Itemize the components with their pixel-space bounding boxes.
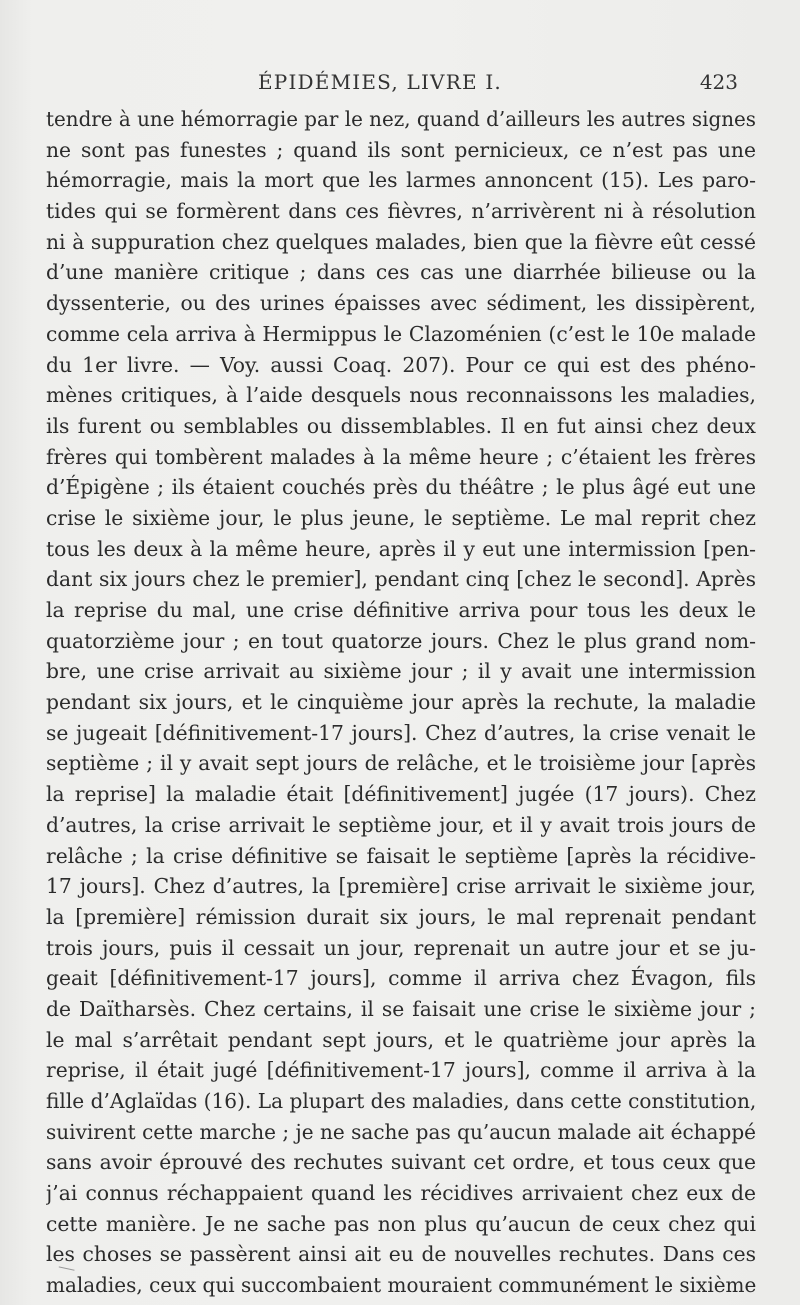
- page-number: 423: [699, 70, 738, 94]
- text-line: d’autres, la crise arrivait le septième jour, et il y avait trois jours de: [46, 812, 756, 837]
- text-line: reprise, il était jugé [définitivement-17 jours], comme il arriva à la: [46, 1058, 756, 1083]
- text-line: du 1er livre. — Voy. aussi Coaq. 207). Pour ce qui est des phéno-: [46, 352, 756, 377]
- text-line: les choses se passèrent ainsi ait eu de nouvelles rechutes. Dans ces: [46, 1242, 756, 1267]
- text-line: cette manière. Je ne sache pas non plus qu’aucun de ceux chez qui: [46, 1211, 756, 1236]
- text-line: ne sont pas funestes ; quand ils sont pernicieux, ce n’est pas une: [46, 137, 756, 162]
- running-head: [0, 70, 800, 100]
- text-line: mènes critiques, à l’aide desquels nous reconnaissons les maladies,: [46, 383, 756, 408]
- text-line: de Daïtharsès. Chez certains, il se faisait une crise le sixième jour ;: [46, 996, 756, 1021]
- text-line: bre, une crise arrivait au sixième jour ; il y avait une intermission: [46, 659, 756, 684]
- text-line: crise le sixième jour, le plus jeune, le septième. Le mal reprit chez: [46, 505, 756, 530]
- text-line: trois jours, puis il cessait un jour, reprenait un autre jour et se ju-: [46, 935, 756, 960]
- text-line: maladies, ceux qui succombaient mouraient communément le sixième: [46, 1273, 756, 1298]
- text-line: hémorragie, mais la mort que les larmes annoncent (15). Les paro-: [46, 168, 756, 193]
- text-line: j’ai connus réchappaient quand les récidives arrivaient chez eux de: [46, 1181, 756, 1206]
- text-line: quatorzième jour ; en tout quatorze jours. Chez le plus grand nom-: [46, 628, 756, 653]
- text-line: dyssenterie, ou des urines épaisses avec sédiment, les dissipèrent,: [46, 291, 756, 316]
- text-line: tendre à une hémorragie par le nez, quand d’ailleurs les autres signes: [46, 107, 756, 131]
- text-line: la [première] rémission durait six jours, le mal reprenait pendant: [46, 904, 756, 929]
- text-line: relâche ; la crise définitive se faisait le septième [après la récidive-: [46, 843, 756, 868]
- text-line: le mal s’arrêtait pendant sept jours, et le quatrième jour après la: [46, 1027, 756, 1052]
- text-line: tous les deux à la même heure, après il y eut une intermission [pen-: [46, 536, 756, 561]
- text-line: d’Épigène ; ils étaient couchés près du théâtre ; le plus âgé eut une: [46, 475, 756, 500]
- text-line: sans avoir éprouvé des rechutes suivant cet ordre, et tous ceux que: [46, 1150, 756, 1175]
- body-text: [46, 104, 756, 1301]
- text-line: fille d’Aglaïdas (16). La plupart des maladies, dans cette constitution,: [46, 1089, 756, 1113]
- text-line: frères qui tombèrent malades à la même heure ; c’étaient les frères: [46, 444, 756, 469]
- text-line: la reprise du mal, une crise définitive arriva pour tous les deux le: [46, 598, 756, 622]
- text-line: geait [définitivement-17 jours], comme il arriva chez Évagon, fils: [46, 966, 756, 991]
- text-line: dant six jours chez le premier], pendant cinq [chez le second]. Après: [46, 567, 756, 592]
- text-line: ils furent ou semblables ou dissemblables. Il en fut ainsi chez deux: [46, 413, 756, 438]
- text-line: 17 jours]. Chez d’autres, la [première] crise arrivait le sixième jour,: [46, 874, 756, 899]
- text-line: ni à suppuration chez quelques malades, bien que la fièvre eût cessé: [46, 229, 756, 254]
- text-line: suivirent cette marche ; je ne sache pas qu’aucun malade ait échappé: [46, 1119, 756, 1144]
- text-line: tides qui se formèrent dans ces fièvres, n’arrivèrent ni à résolution: [46, 199, 756, 224]
- text-line: pendant six jours, et le cinquième jour après la rechute, la maladie: [46, 690, 756, 715]
- text-line: se jugeait [définitivement-17 jours]. Chez d’autres, la crise venait le: [46, 720, 756, 745]
- text-line: septième ; il y avait sept jours de relâche, et le troisième jour [après: [46, 751, 756, 776]
- text-line: comme cela arriva à Hermippus le Clazoménien (c’est le 10e malade: [46, 321, 756, 346]
- text-line: d’une manière critique ; dans ces cas une diarrhée bilieuse ou la: [46, 260, 756, 285]
- running-title: ÉPIDÉMIES, LIVRE I.: [258, 70, 502, 94]
- text-line: la reprise] la maladie était [définitivement] jugée (17 jours). Chez: [46, 782, 756, 807]
